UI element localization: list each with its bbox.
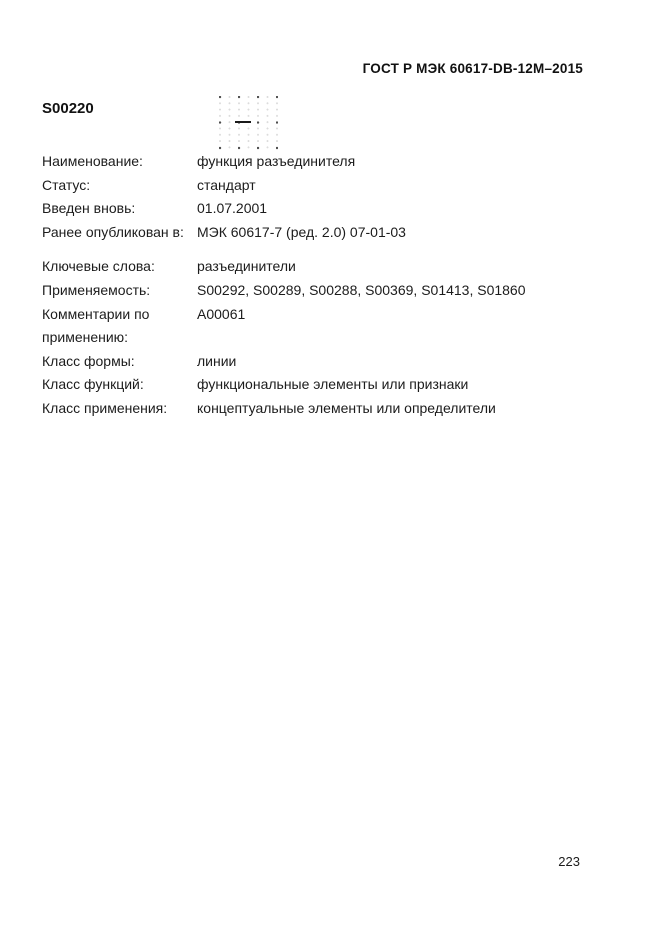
field-row-application-comments (42, 303, 587, 350)
field-row-status (42, 174, 587, 198)
field-value: разъединители (197, 258, 296, 275)
standard-reference-header: ГОСТ Р МЭК 60617-DB-12M–2015 (362, 61, 583, 76)
symbol-dash (235, 121, 251, 123)
field-row-name (42, 150, 587, 174)
field-label: Класс применения: (42, 399, 168, 416)
field-value: 01.07.2001 (197, 200, 268, 217)
field-value: S00292, S00289, S00288, S00369, S01413, S01860 (197, 281, 526, 298)
disconnector-function-symbol-icon (219, 96, 278, 150)
entry-fields (42, 150, 587, 421)
field-label: Комментарии по применению: (42, 305, 150, 346)
field-row-function-class (42, 373, 587, 397)
main-fields-group (42, 150, 587, 244)
page-number: 223 (558, 854, 580, 869)
field-label: Применяемость: (42, 281, 151, 298)
field-value: линии (197, 352, 237, 369)
field-value: стандарт (197, 176, 256, 193)
field-label: Наименование: (42, 153, 143, 169)
field-label: Статус: (42, 176, 91, 193)
field-row-applicability (42, 279, 587, 303)
field-row-form-class (42, 350, 587, 374)
field-label: Ключевые слова: (42, 258, 155, 275)
field-value: МЭК 60617-7 (ред. 2.0) 07-01-03 (197, 223, 406, 240)
field-row-keywords (42, 255, 587, 279)
symbol-entry-id: S00220 (42, 100, 94, 117)
field-row-introduced (42, 197, 587, 221)
field-value: функция разъединителя (197, 153, 356, 169)
field-label: Введен вновь: (42, 200, 136, 217)
meta-fields-group (42, 255, 587, 420)
field-row-previously-published (42, 221, 587, 245)
field-label: Класс формы: (42, 352, 135, 369)
field-value: концептуальные элементы или определители (197, 399, 496, 416)
field-value: A00061 (197, 305, 246, 322)
field-value: функциональные элементы или признаки (197, 376, 469, 393)
field-row-application-class (42, 397, 587, 421)
field-label: Ранее опубликован в: (42, 223, 184, 240)
field-label: Класс функций: (42, 376, 144, 393)
